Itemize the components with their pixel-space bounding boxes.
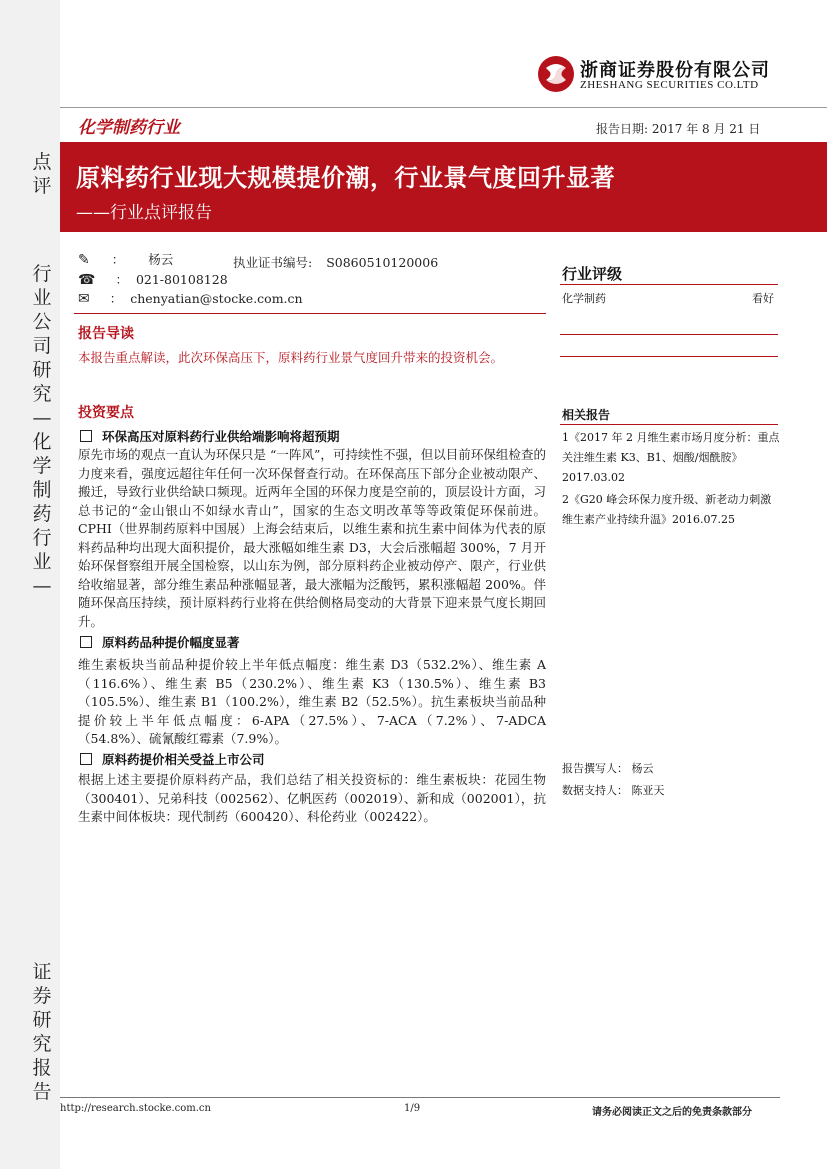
checkbox-bullet-icon <box>80 753 92 765</box>
phone-label: ： <box>115 272 128 287</box>
rating-heading: 行业评级 <box>562 265 623 283</box>
pen-icon: ✎ <box>78 252 90 268</box>
mail-icon: ✉ <box>78 291 90 307</box>
related-rule <box>560 424 778 425</box>
title-banner <box>60 142 827 232</box>
zheshang-logo-icon <box>536 54 576 94</box>
rating-rule-2 <box>560 334 778 335</box>
related-item-2[interactable]: 2《G20 峰会环保力度升级、新老动力刺激维生素产业持续升温》2016.07.25 <box>562 493 772 526</box>
phone-icon: ☎ <box>78 272 96 288</box>
analyst-phone-row <box>78 270 228 288</box>
rating-value: 看好 <box>752 292 774 305</box>
report-date: 报告日期: 2017 年 8 月 21 日 <box>596 122 761 136</box>
checkbox-bullet-icon <box>80 430 92 442</box>
rating-rule-3 <box>560 356 778 357</box>
highlights-heading: 投资要点 <box>78 405 134 421</box>
footer-disclaimer: 请务必阅读正文之后的免责条款部分 <box>592 1107 752 1118</box>
point-3-text: 根据上述主要提价原料药产品，我们总结了相关投资标的：维生素板块：花园生物（300401）、兄弟科技（002562）、亿帆医药（002019）、新和成（002001），抗生素中间体板块：现代制药（600420）、科伦药业（002422）。 <box>78 772 546 824</box>
point-3-title: 原料药提价相关受益上市公司 <box>80 750 265 768</box>
report-title: 原料药行业现大规模提价潮，行业景气度回升显著 <box>76 164 615 192</box>
email-label: ： <box>109 291 123 306</box>
analyst-email-row <box>78 289 303 307</box>
point-1-text: 原先市场的观点一直认为环保只是 “一阵风”，可持续性不强，但以目前环保组检查的力度来看，强度远超往年任何一次环保督查行动。在环保高压下部分企业被动限产、搬迁，导致行业供给缺口频现。近两年全国的环保力度是空前的，顶层设计方面，习总书记的“金山银山不如绿水青山”，国家的生态文明改革等等政策促环保前进。CPHI（世界制药原料中国展）上海会结束后，以维生素和抗生素中间体为代表的原料药品种均出现大面积提价，最大涨幅如维生素 D3，大会后涨幅超 300%，7 月开始环保督察组开展全国检察，以山东为例，部分原料药企业被动停产、限产，行业供给收缩显著，部分维生素品种涨幅显著，最大涨幅为泛酸钙，累积涨幅超 200%。伴随环保高压持续，预计原料药行业将在供给侧格局变动的大背景下迎来景气度长期回升。 <box>78 447 546 629</box>
company-name-cn: 浙商证券股份有限公司 <box>580 60 770 81</box>
rating-rule <box>560 284 778 285</box>
guide-heading: 报告导读 <box>78 326 134 342</box>
side-label-mid: 行 业 公 司 研 究 — 化 学 制 药 行 业 — <box>32 263 52 597</box>
industry-title: 化学制药行业 <box>78 118 180 138</box>
report-subtitle: ——行业点评报告 <box>76 203 212 223</box>
cert-label: 执业证书编号: <box>233 255 313 270</box>
point-2-title: 原料药品种提价幅度显著 <box>80 633 240 651</box>
header-rule <box>60 107 827 108</box>
rating-industry: 化学制药 <box>562 292 606 305</box>
guide-text: 本报告重点解读，此次环保高压下，原料药行业景气度回升带来的投资机会。 <box>78 350 504 365</box>
footer-url-link[interactable]: http://research.stocke.com.cn <box>60 1103 211 1114</box>
side-label-top: 点 评 <box>32 151 52 197</box>
analyst-email-link[interactable]: chenyatian@stocke.com.cn <box>130 291 303 306</box>
data-support: 数据支持人： 陈亚天 <box>562 784 665 797</box>
analyst-name: 杨云 <box>148 252 174 267</box>
company-logo <box>536 54 776 94</box>
point-1-title: 环保高压对原料药行业供给端影响将超预期 <box>80 427 340 445</box>
side-label-bottom: 证 券 研 究 报 告 <box>32 961 52 1103</box>
analyst-cert-row <box>233 253 438 271</box>
footer-rule <box>60 1097 780 1098</box>
analyst-name-label: ： <box>111 252 125 267</box>
related-heading: 相关报告 <box>562 408 611 422</box>
checkbox-bullet-icon <box>80 636 92 648</box>
point-2-text: 维生素板块当前品种提价较上半年低点幅度：维生素 D3（532.2%）、维生素 A（116.6%）、维生素 B5（230.2%）、维生素 K3（130.5%）、维生素 B3（105.5%）、维生素 B1（100.2%），维生素 B2（52.5%）。抗生素板块当前品种提价较上半年低点幅度：6-APA（27.5%）、7-ACA（7.2%）、7-ADCA（54.8%）、硫氰酸红霉素（7.9%）。 <box>78 657 546 746</box>
page-number: 1/9 <box>404 1103 421 1114</box>
analyst-name-row <box>78 250 173 268</box>
report-writer: 报告撰写人： 杨云 <box>562 762 654 775</box>
company-name-en: ZHESHANG SECURITIES CO.LTD <box>580 79 759 91</box>
related-item-1[interactable]: 1《2017 年 2 月维生素市场月度分析：重点关注维生素 K3、B1、烟酸/烟酰胺》2017.03.02 <box>562 431 780 484</box>
divider <box>74 313 546 314</box>
cert-number: S0860510120006 <box>326 255 439 270</box>
analyst-phone: 021-80108128 <box>135 272 228 287</box>
